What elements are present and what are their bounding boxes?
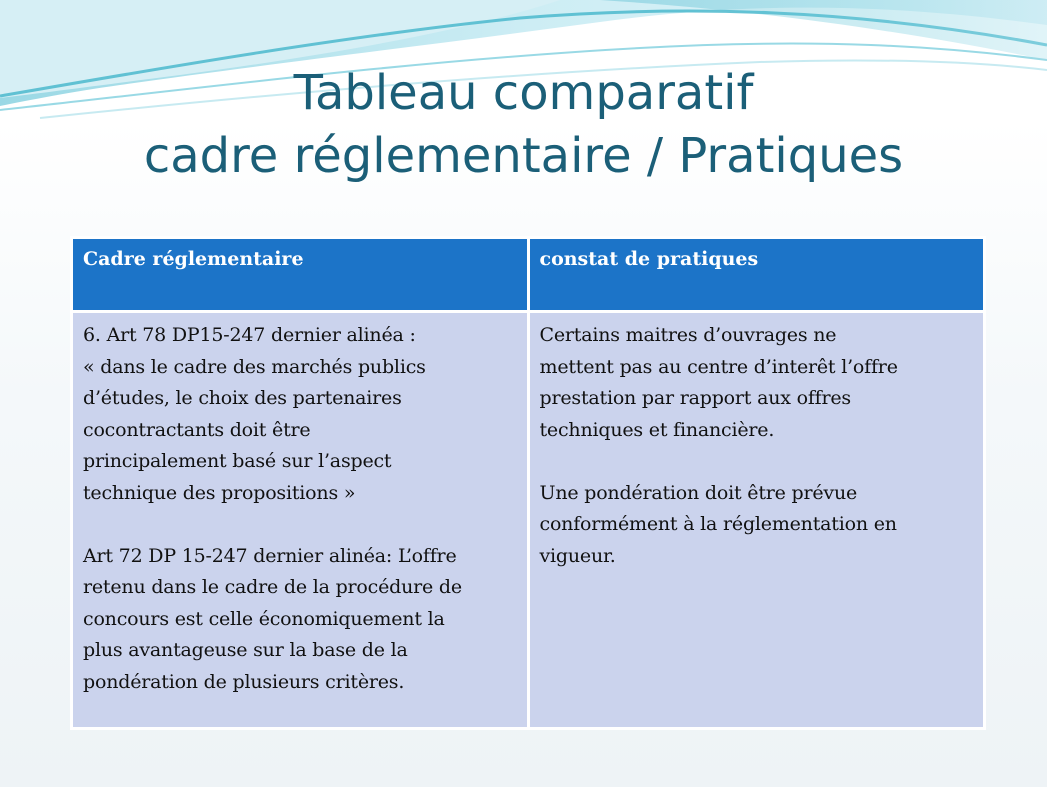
cell-practice-findings [528,312,985,729]
text-line: Certains maitres d’ouvrages ne [539,324,837,346]
text-line: Une pondération doit être prévue [539,481,858,504]
text-line: plus avantageuse sur la base de la [83,639,408,661]
text-line: conformément à la réglementation en [539,513,897,535]
text-line: Art 72 DP 15-247 dernier alinéa: L’offre [83,544,457,567]
weighting-paragraph [540,478,974,573]
table-header-row [72,238,985,312]
text-line: mettent pas au centre d’interêt l’offre [539,355,898,378]
title-line-2: cadre réglementaire / Pratiques [143,128,904,184]
text-line: « dans le cadre des marchés publics [83,355,426,378]
text-line: concours est celle économiquement la [83,607,445,630]
text-line: retenu dans le cadre de la procédure de [83,576,462,598]
text-line: vigueur. [539,544,616,567]
title-line-1: Tableau comparatif [293,65,754,121]
slide-title [40,62,1007,188]
article-78-paragraph [83,320,517,509]
table-row [72,312,985,729]
text-line: technique des propositions » [83,481,356,504]
text-line: techniques et financière. [539,418,775,441]
header-practice-findings: constat de pratiques [528,238,985,312]
header-regulatory-framework: Cadre réglementaire [72,238,529,312]
cell-regulatory-framework [72,312,529,729]
text-line: principalement basé sur l’aspect [83,450,392,472]
text-line: cocontractants doit être [83,418,311,441]
text-line: prestation par rapport aux offres [539,387,851,409]
text-line: pondération de plusieurs critères. [83,670,405,693]
findings-paragraph [540,320,974,446]
text-line: d’études, le choix des partenaires [83,387,402,409]
comparison-table [70,236,986,730]
article-72-paragraph [83,541,517,699]
text-line: 6. Art 78 DP15-247 dernier alinéa : [83,324,416,346]
